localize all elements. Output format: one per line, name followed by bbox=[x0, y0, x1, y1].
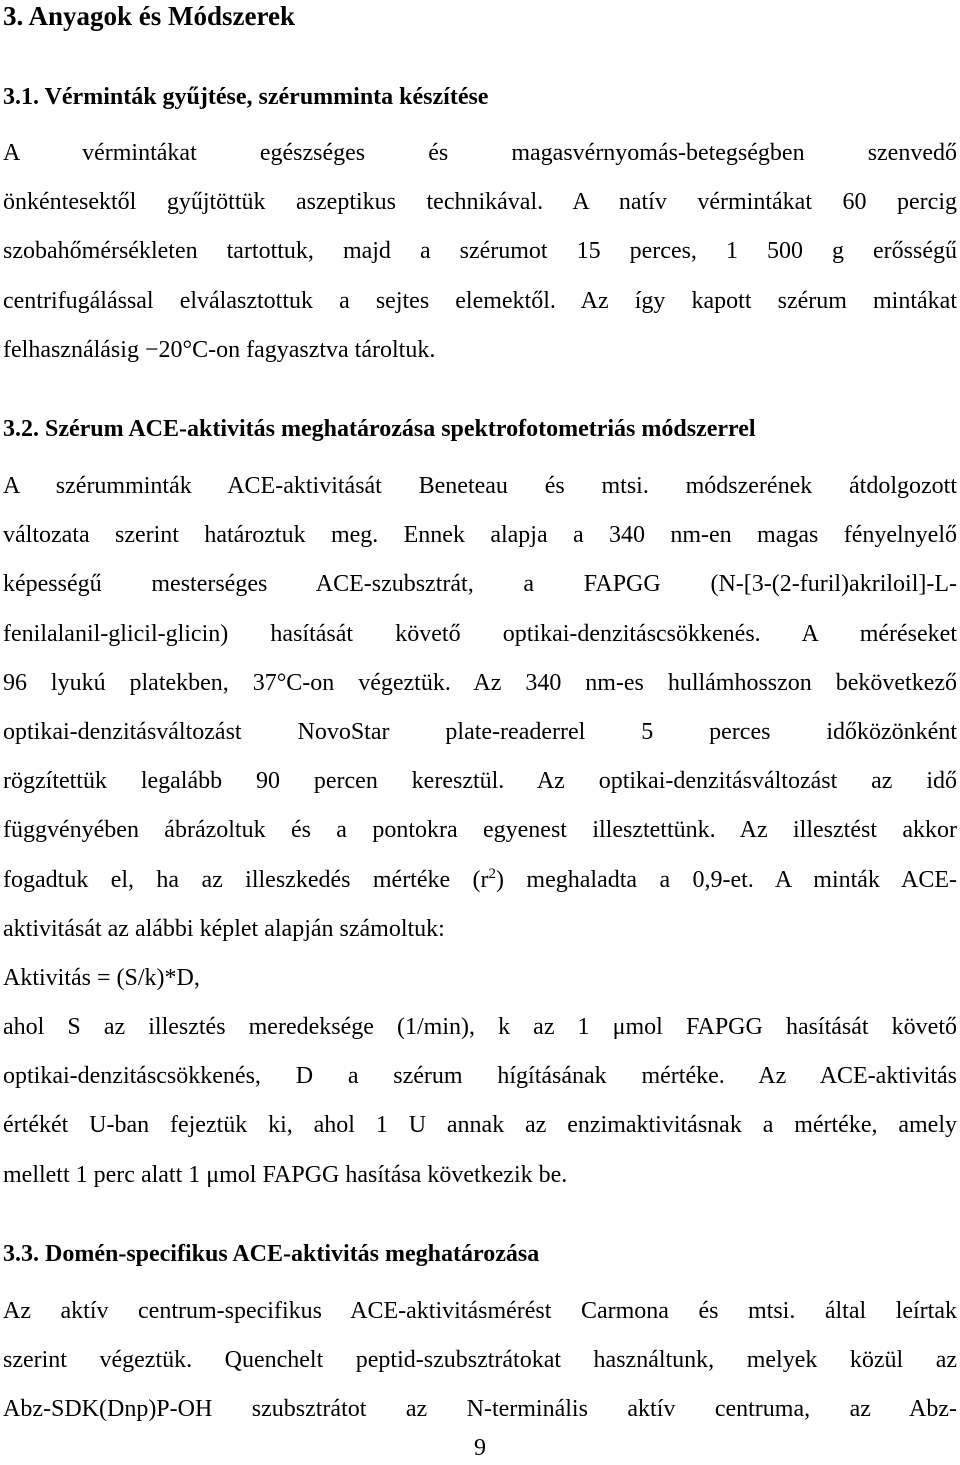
text-line: mellett 1 perc alatt 1 μmol FAPGG hasítása következik be. bbox=[3, 1161, 568, 1188]
text-line: függvényében ábrázoltuk és a pontokra egyenest illesztettünk. Az illesztést akkor bbox=[3, 817, 957, 844]
text-line: optikai-denzitásváltozást NovoStar plate-readerrel 5 perces időközönként bbox=[3, 718, 957, 745]
text-line: önkéntesektől gyűjtöttük aszeptikus technikával. A natív vérmintákat 60 percig bbox=[3, 189, 957, 216]
text-line: szerint végeztük. Quenchelt peptid-szubsztrátokat használtunk, melyek közül az bbox=[3, 1347, 957, 1374]
subsection-heading-3-2: 3.2. Szérum ACE-aktivitás meghatározása spektrofotometriás módszerrel bbox=[3, 416, 756, 442]
paragraph-ace-activity bbox=[3, 462, 957, 1200]
text-line: felhasználásig −20°C-on fagyasztva tároltuk. bbox=[3, 336, 436, 363]
text-line: változata szerint határoztuk meg. Ennek alapja a 340 nm-en magas fényelnyelő bbox=[3, 522, 957, 549]
subsection-heading-3-3: 3.3. Domén-specifikus ACE-aktivitás meghatározása bbox=[3, 1241, 540, 1267]
text-line: A vérmintákat egészséges és magasvérnyomás-betegségben szenvedő bbox=[3, 140, 957, 166]
text-line-r-squared bbox=[3, 856, 957, 905]
superscript: 2 bbox=[488, 865, 497, 882]
formula-line: Aktivitás = (S/k)*D, bbox=[3, 964, 200, 991]
text-line: képességű mesterséges ACE-szubsztrát, a FAPGG (N-[3-(2-furil)akriloil]-L- bbox=[3, 571, 957, 598]
text-line: 96 lyukú platekben, 37°C-on végeztük. Az 340 nm-es hullámhosszon bekövetkező bbox=[3, 669, 957, 696]
page-number: 9 bbox=[474, 1435, 486, 1461]
text-line: aktivitását az alábbi képlet alapján számoltuk: bbox=[3, 915, 445, 942]
text-line: A szérumminták ACE-aktivitását Beneteau és mtsi. módszerének átdolgozott bbox=[3, 473, 957, 499]
text-line: ahol S az illesztés meredeksége (1/min), k az 1 μmol FAPGG hasítását követő bbox=[3, 1014, 957, 1041]
text-line: Abz-SDK(Dnp)P-OH szubsztrátot az N-terminális aktív centruma, az Abz- bbox=[3, 1396, 957, 1423]
text-line: rögzítettük legalább 90 percen keresztül. Az optikai-denzitásváltozást az idő bbox=[3, 768, 957, 795]
subsection-heading-3-1: 3.1. Vérminták gyűjtése, szérumminta készítése bbox=[3, 84, 489, 110]
text-line: értékét U-ban fejeztük ki, ahol 1 U annak az enzimaktivitásnak a mértéke, amely bbox=[3, 1112, 957, 1139]
text-fragment: fogadtuk el, ha az illeszkedés mértéke (r bbox=[3, 866, 489, 893]
paragraph-domain-specific bbox=[3, 1287, 957, 1435]
text-line: szobahőmérsékleten tartottuk, majd a szérumot 15 perces, 1 500 g erősségű bbox=[3, 238, 957, 265]
section-title: 3. Anyagok és Módszerek bbox=[3, 1, 296, 31]
text-line: optikai-denzitáscsökkenés, D a szérum hígításának mértéke. Az ACE-aktivitás bbox=[3, 1063, 957, 1090]
paragraph-sample-collection bbox=[3, 129, 957, 375]
text-line: centrifugálással elválasztottuk a sejtes elemektől. Az így kapott szérum mintákat bbox=[3, 287, 957, 314]
text-line: fenilalanil-glicil-glicin) hasítását követő optikai-denzitáscsökkenés. A méréseket bbox=[3, 620, 957, 647]
text-fragment: ) meghaladta a 0,9-et. A minták ACE- bbox=[496, 866, 958, 893]
text-line: Az aktív centrum-specifikus ACE-aktivitásmérést Carmona és mtsi. által leírtak bbox=[3, 1298, 957, 1324]
